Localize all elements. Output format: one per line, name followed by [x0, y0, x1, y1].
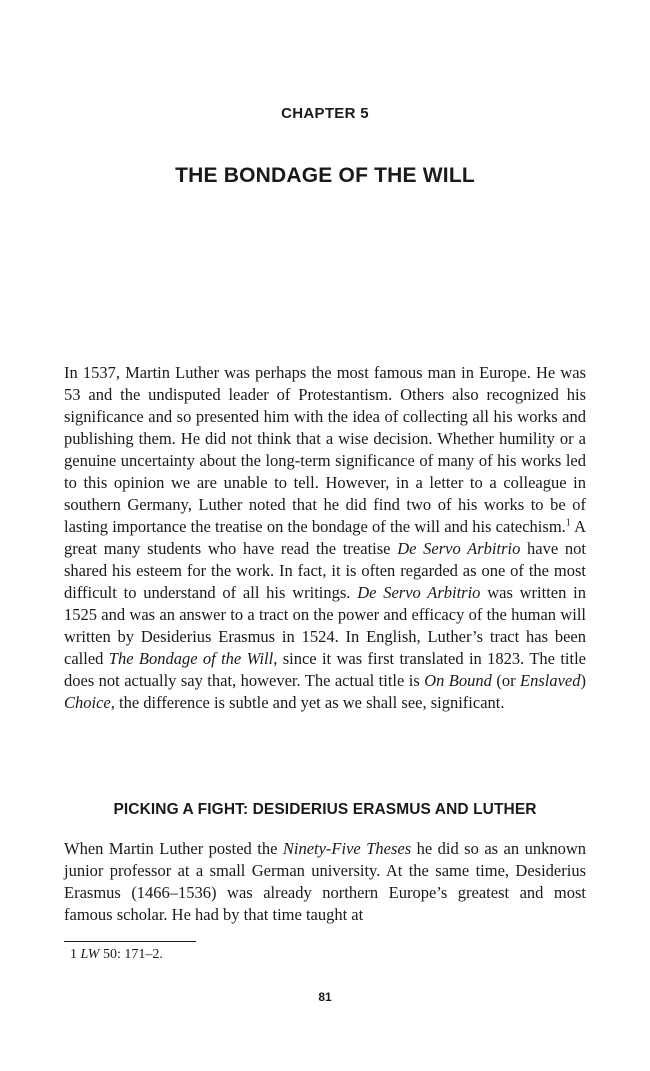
- italic-text: De Servo Arbitrio: [357, 583, 481, 602]
- italic-text: Choice: [64, 693, 111, 712]
- text-segment: , the difference is subtle and yet as we shall see, significant.: [110, 693, 505, 712]
- text-segment: have not shared his esteem for the work. In fact, it is often regarded as one of the most difficult to understand of all his writings.: [64, 539, 587, 602]
- text-segment: In 1537, Martin Luther was perhaps the most famous man in Europe. He was 53 and the undisputed leader of Protestantism. Others also recognized his significance and so presented him with the idea of collecting all his works and publishing them. He did not think that a wise decision. Whether humility or a genuine uncertainty about the long-term significance of many of his works led to this opinion we are unable to tell. However, in a letter to a colleague in southern Germany, Luther noted that he did find two of his works to be of lasting importance the treatise on the bondage of the will and his catechism.: [64, 363, 586, 536]
- body-paragraph: [64, 362, 586, 714]
- footnote-number: 1: [70, 947, 77, 962]
- italic-text: The Bondage of the Will: [108, 649, 274, 668]
- chapter-title: THE BONDAGE OF THE WILL: [175, 164, 475, 187]
- body-paragraph: [64, 838, 586, 926]
- footnote-source: LW: [80, 947, 100, 962]
- italic-text: On Bound: [424, 671, 492, 690]
- italic-text: Enslaved: [520, 671, 581, 690]
- footnote: [70, 946, 163, 964]
- text-segment: was written in 1525 and was an answer to a tract on the power and efficacy of the human will written by Desiderius Erasmus in 1524. In English, Luther’s tract has been called: [64, 583, 586, 668]
- footnote-marker: 1: [565, 517, 571, 529]
- footnote-rule: [64, 941, 196, 942]
- text-segment: , since it was first translated in 1823. The title does not actually say that, however. The actual title is: [64, 649, 587, 690]
- section-heading: PICKING A FIGHT: DESIDERIUS ERASMUS AND LUTHER: [113, 801, 537, 818]
- chapter-label: CHAPTER 5: [281, 105, 369, 122]
- footnote-reference: 50: 171–2.: [99, 947, 163, 962]
- italic-text: Ninety-Five Theses: [282, 839, 412, 858]
- text-segment: ): [580, 671, 586, 690]
- text-segment: When Martin Luther posted the: [64, 839, 283, 858]
- page-number: 81: [318, 990, 332, 1004]
- text-segment: he did so as an unknown junior professor at a small German university. At the same time, Desiderius Erasmus (1466–1536) was already northern Europe’s greatest and most famous scholar. He had by that time taught at: [64, 839, 586, 924]
- text-segment: (or: [491, 671, 521, 690]
- italic-text: De Servo Arbitrio: [397, 539, 521, 558]
- text-segment: A great many students who have read the treatise: [64, 517, 586, 558]
